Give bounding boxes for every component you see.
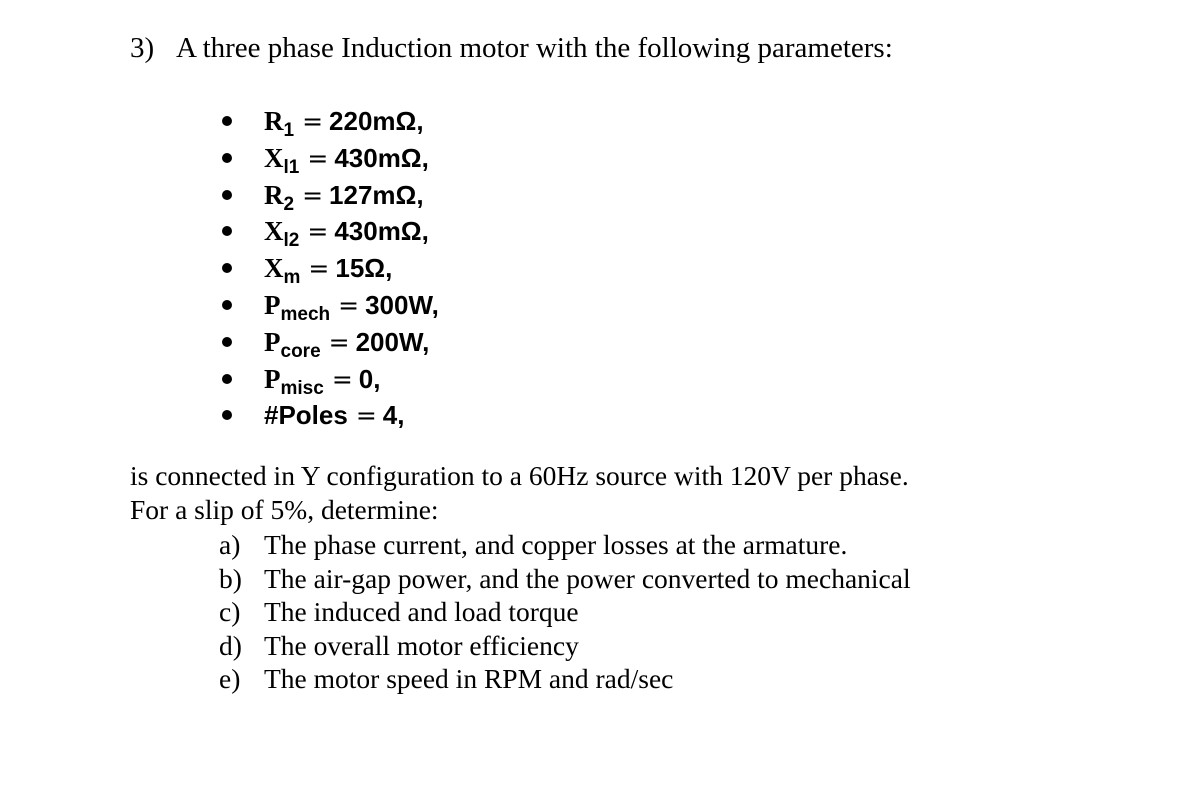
parameter-item [222,250,439,287]
parameter-symbol: X [264,142,284,173]
sub-question-letter: e) [219,663,241,695]
bullet-icon [222,116,232,126]
parameter-subscript: m [283,267,301,289]
parameter-item [222,177,439,214]
parameter-value: 15Ω, [335,253,393,284]
bullet-icon [222,153,232,163]
sub-question-letter: b) [219,562,242,594]
parameter-item [222,213,439,250]
sub-question-text: The motor speed in RPM and rad/sec [264,663,674,695]
equals-sign: = [338,290,360,320]
question-heading [130,30,893,66]
equals-sign: = [307,217,329,247]
sub-question-item [219,662,911,696]
parameter-subscript: mech [280,303,331,325]
parameter-value: 300W, [365,289,439,320]
sub-question-text: The induced and load torque [264,596,579,628]
parameter-item [222,361,439,398]
equals-sign: = [302,180,324,210]
sub-question-letter: d) [219,629,242,661]
sub-question-text: The overall motor efficiency [264,629,579,661]
parameter-value: 220mΩ, [329,106,424,136]
sub-question-text: The phase current, and copper losses at the armature. [264,529,848,560]
parameter-value: 200W, [355,326,430,357]
parameter-symbol: R [264,106,284,136]
parameter-subscript: l1 [283,156,300,178]
parameter-subscript: 2 [283,193,295,215]
bullet-icon [222,263,232,273]
parameter-value: 4, [382,400,405,431]
question-number: 3) [130,32,155,64]
equals-sign: = [355,401,377,431]
body-line-slip: For a slip of 5%, determine: [130,494,439,525]
parameter-item [222,324,439,361]
bullet-icon [222,226,232,236]
parameter-value: 0, [358,363,381,394]
bullet-icon [222,374,232,384]
bullet-icon [222,410,232,420]
equals-sign: = [308,254,330,284]
equals-sign: = [307,143,329,173]
parameter-symbol: P [264,363,281,394]
bullet-icon [222,337,232,347]
parameter-value: 430mΩ, [334,216,429,247]
parameter-symbol: P [264,289,281,320]
sub-question-item [219,595,911,629]
parameter-item [222,103,439,140]
bullet-icon [222,300,232,310]
parameter-symbol: #Poles [264,400,348,431]
equals-sign: = [302,107,324,136]
equals-sign: = [331,364,353,394]
sub-question-item [219,562,911,596]
parameter-subscript: misc [280,377,324,399]
parameter-subscript: l2 [283,230,300,252]
sub-question-item [219,629,911,663]
parameter-value: 127mΩ, [329,179,424,210]
parameter-item [222,287,439,324]
question-heading-text: A three phase Induction motor with the following parameters: [176,32,893,64]
parameter-item [222,397,439,434]
body-line-connection: is connected in Y configuration to a 60Hz source with 120V per phase. [130,460,909,491]
equals-sign: = [328,327,350,357]
sub-question-item [219,528,911,562]
parameter-value: 430mΩ, [334,142,429,173]
parameter-symbol: X [264,253,284,284]
sub-question-letter: a) [219,529,241,560]
bullet-icon [222,190,232,200]
parameter-subscript: core [280,340,321,362]
parameter-symbol: P [264,326,281,357]
parameter-symbol: X [264,216,284,247]
parameter-list [222,103,439,434]
parameter-symbol: R [264,179,284,210]
sub-question-list [219,528,911,696]
sub-question-text: The air-gap power, and the power converted to mechanical [264,562,911,594]
parameter-subscript: 1 [283,120,295,141]
parameter-item [222,140,439,177]
sub-question-letter: c) [219,596,241,628]
